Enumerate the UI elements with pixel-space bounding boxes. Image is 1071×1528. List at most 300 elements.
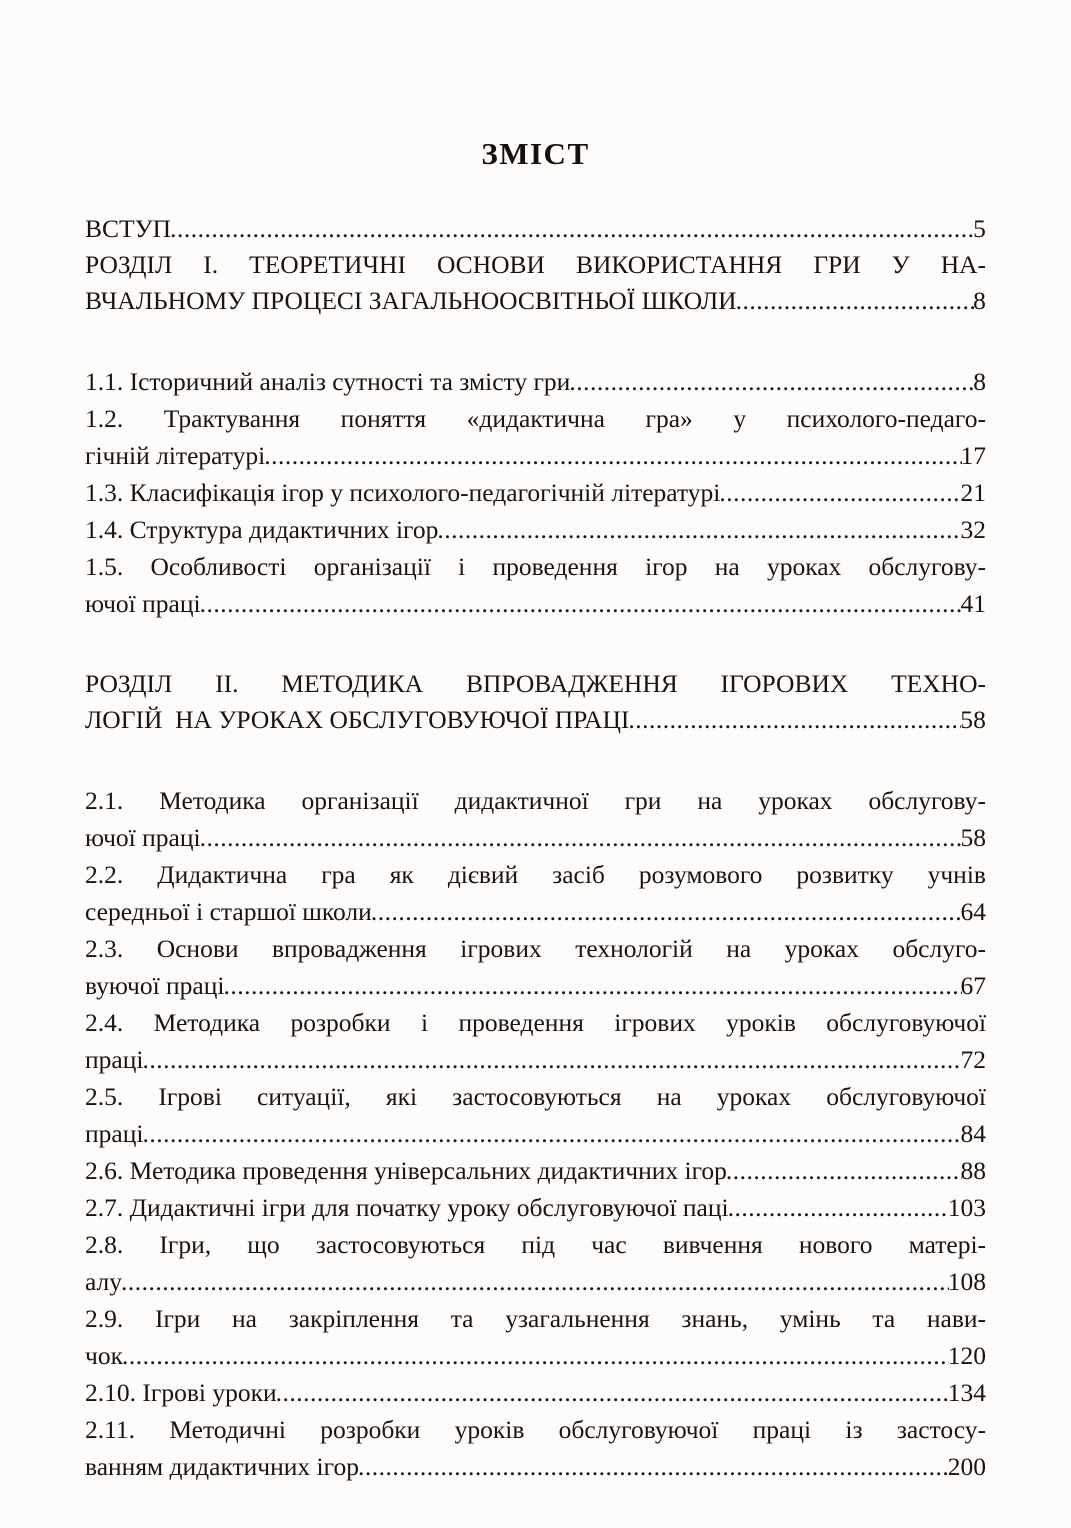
word: Дидактична [157,860,288,889]
word-space [910,247,941,283]
word-space [419,1300,451,1337]
word: уроках [766,552,842,581]
toc-entry-page-number: 72 [960,1045,986,1074]
word-space [428,1004,458,1041]
word: ОСНОВИ [436,250,545,279]
word: проведення [458,1008,584,1037]
word: МЕТОДИКА [281,669,424,698]
word-space [431,548,458,585]
toc-entry-2-9[interactable] [85,1300,986,1374]
word: застосу- [896,1415,986,1444]
word: ігор [645,552,688,581]
word-space [426,400,467,437]
word-space [605,400,646,437]
word: які [385,1082,418,1111]
word-space [841,548,868,585]
toc-entry-2-10[interactable] [85,1374,986,1411]
word: 2.5. [85,1082,124,1111]
toc-entry-2-7[interactable] [85,1189,986,1226]
toc-entry-line [85,1300,986,1337]
word-space [123,548,150,585]
toc-group-front-and-chapter-1 [85,211,986,319]
word-space [894,856,928,893]
toc-entry-leader-line [85,1263,986,1300]
toc-entry-leader-line [85,1337,986,1374]
word: обслугову- [868,552,987,581]
word: на [714,552,740,581]
word: дидактичної [454,786,589,815]
word-space [524,1411,558,1448]
toc-entry-leader-line [85,893,986,930]
toc-entry-leader-line [85,819,986,856]
word-space [848,666,891,702]
word: Особливості [150,552,287,581]
toc-entry-label: 2.10. Ігрові уроки [85,1378,277,1407]
word: на [697,786,723,815]
word-space [688,548,715,585]
word-space [406,247,437,283]
word-space [200,1300,232,1337]
word-space [420,1411,454,1448]
word-space [873,1226,909,1263]
word-space [678,666,721,702]
toc-entry-leader-line [85,967,986,1004]
leader-dots [719,474,961,511]
word: обслугову- [868,786,986,815]
toc-entry-leader-line [85,283,986,319]
word: у [733,404,747,433]
word: Ігри [154,1304,201,1333]
word: ігрових [460,934,542,963]
toc-entry-label: 1.3. Класифікація ігор у психолого-педагогічній літературі [85,478,721,507]
word-space [135,1411,169,1448]
word-space [751,930,784,967]
toc-entry-2-1[interactable] [85,782,986,856]
word-space [542,930,575,967]
toc-entry-line [85,1411,986,1448]
toc-entry-2-4[interactable] [85,1004,986,1078]
leader-dots [223,967,961,1004]
leader-dots [142,1115,961,1152]
word: під [521,1230,556,1259]
toc-entry-label: ючої праці [85,823,201,852]
toc-entry-line [85,782,986,819]
toc-group-chapter-2 [85,666,986,738]
word: матері- [908,1230,987,1259]
word: Ігри, [159,1230,212,1259]
word: 1.2. [85,404,124,433]
toc-entry-page-number: 8 [973,367,986,396]
toc-entry-leader-line [85,437,986,474]
word-space [172,666,215,702]
toc-entry-label: алу [85,1267,123,1296]
word-space [650,1300,682,1337]
leader-dots [569,363,974,400]
word: праці [752,1415,812,1444]
word-space [718,1411,752,1448]
leader-dots [728,1189,949,1226]
word-space [895,1300,927,1337]
word: Методика [153,1008,261,1037]
word: учнів [927,860,986,889]
word-space [172,247,203,283]
toc-entry-page-number: 8 [973,286,986,315]
word-space [391,1004,421,1041]
word: уроків [726,1008,796,1037]
word: гра [321,860,356,889]
leader-dots [142,1041,961,1078]
toc-entry-line [85,1004,986,1041]
word: із [845,1415,863,1444]
leader-dots [736,283,975,319]
section-gap [85,622,986,666]
word-space [238,666,281,702]
toc-entry-label: ючої праці [85,589,201,618]
word-space [211,1226,247,1263]
word: нового [798,1230,873,1259]
toc-entry-page-number: 120 [947,1341,986,1370]
word: Методика [159,786,266,815]
section-gap [85,319,986,363]
word-space [722,782,758,819]
word: проведення [492,552,618,581]
toc-entry-line [85,247,986,283]
word-space [693,400,734,437]
leader-dots [371,893,962,930]
word-space [545,247,576,283]
word: РОЗДІЛ [85,250,173,279]
toc-entry-leader-line [85,1115,986,1152]
word: і [420,1008,429,1037]
word-space [763,1226,799,1263]
toc-entry-line [85,1078,986,1115]
word: на [726,934,752,963]
toc-entry-leader-line [85,585,986,622]
word-space [861,247,892,283]
toc-entry-1-5[interactable] [85,548,986,622]
word: 2.2. [85,860,124,889]
word: ВИКОРИСТАННЯ [575,250,783,279]
toc-entry-label: 1.4. Структура дидактичних ігор [85,515,439,544]
word-space [266,782,302,819]
toc-entry-rozdil-1[interactable] [85,247,986,319]
word: Трактування [163,404,301,433]
word: дієвий [447,860,519,889]
word: розробки [320,1415,421,1444]
word: нави- [926,1304,987,1333]
word-space [589,782,625,819]
word: уроках [784,934,859,963]
word-space [260,1004,290,1041]
toc-group-sections-1 [85,363,986,622]
word: ВПРОВАДЖЕННЯ [465,669,678,698]
word: обслуго- [892,934,987,963]
word: 2.11. [85,1415,136,1444]
word-space [123,782,159,819]
word-space [286,548,313,585]
word: обслуговуючої [826,1082,986,1111]
toc-entry-page-number: 32 [960,515,986,544]
word-space [123,930,156,967]
word-space [811,1411,845,1448]
word: ІІ. [215,669,239,698]
word: 2.8. [85,1230,124,1259]
word: розвитку [796,860,894,889]
word-space [863,1411,897,1448]
toc-entry-page-number: 58 [960,823,986,852]
word-space [605,856,639,893]
word: І. [203,250,219,279]
word-space [351,1078,386,1115]
word-space [280,1226,316,1263]
word: впровадження [271,934,427,963]
toc-entry-page-number: 21 [960,478,986,507]
word: розробки [290,1008,391,1037]
leader-dots [437,511,961,548]
word: 2.4. [85,1008,124,1037]
word-space [417,1078,452,1115]
word: на [232,1304,257,1333]
word-space [300,400,341,437]
word: Ігрові [158,1082,222,1111]
toc-entry-label: 2.7. Дидактичні ігри для початку уроку обслуговуючої паці [85,1193,729,1222]
toc-entry-page-number: 84 [960,1119,986,1148]
word: що [247,1230,280,1259]
toc-entry-page-number: 200 [947,1452,986,1481]
word-space [123,1078,158,1115]
toc-entry-leader-line [85,1189,986,1226]
toc-entry-2-8[interactable] [85,1226,986,1300]
word-space [782,247,813,283]
word: і [458,552,466,581]
toc-group-sections-2 [85,782,986,1485]
word-space [748,1300,780,1337]
word-space [257,1300,289,1337]
word: ігрових [614,1008,696,1037]
toc-entry-label: ВЧАЛЬНОМУ ПРОЦЕСІ ЗАГАЛЬНООСВІТНЬОЇ ШКОЛИ [85,286,737,315]
word: 1.5. [85,552,124,581]
word-space [841,1300,873,1337]
word-space [740,548,767,585]
toc-entry-1-2[interactable] [85,400,986,474]
word: вивчення [662,1230,763,1259]
toc-entry-leader-line [85,511,986,548]
word-space [618,548,645,585]
word-space [661,782,697,819]
toc-entry-label: чок [85,1341,123,1370]
word: НА- [940,250,987,279]
word: узагальнення [505,1304,650,1333]
toc-entry-line [85,930,986,967]
leader-dots [264,437,961,474]
word: обслуговуючої [558,1415,719,1444]
word-space [518,856,552,893]
toc-entry-line [85,1226,986,1263]
word: умінь [779,1304,841,1333]
word: ІГОРОВИХ [720,669,849,698]
word-space [123,400,164,437]
word-space [693,930,726,967]
word-space [762,856,796,893]
word-space [465,548,492,585]
toc-entry-page-number: 17 [960,441,986,470]
word: Методичні [169,1415,286,1444]
word-space [485,1226,521,1263]
word: ТЕОРЕТИЧНІ [249,250,406,279]
word-space [239,930,272,967]
toc-entry-label: ванням дидактичних ігор [85,1452,359,1481]
word: 2.3. [85,934,124,963]
toc-entry-1-3[interactable] [85,474,986,511]
word: Основи [156,934,239,963]
word-space [584,1004,614,1041]
toc-entry-label: вуючої праці [85,971,225,1000]
toc-entry-rozdil-2[interactable] [85,666,986,738]
word-space [859,930,892,967]
leader-dots [276,1374,949,1411]
word: ГРИ [813,250,861,279]
word-space [555,1226,591,1263]
word-space [218,247,249,283]
toc-entry-vstup[interactable] [85,211,986,247]
word-space [123,1004,153,1041]
word-space [696,1004,726,1041]
word: закріплення [288,1304,420,1333]
word-space [833,782,869,819]
word-space [123,1226,159,1263]
toc-entry-2-3[interactable] [85,930,986,1004]
word: обслуговуючої [826,1008,987,1037]
word-space [414,856,448,893]
toc-entry-leader-line [85,702,986,738]
word: технологій [575,934,693,963]
toc-entry-label: 2.6. Методика проведення універсальних дидактичних ігор [85,1156,727,1185]
word: розумового [638,860,763,889]
toc-entry-label: середньої і старшої школи [85,897,372,926]
toc-entry-page-number: 108 [947,1267,986,1296]
word: застосовуються [452,1082,622,1111]
word-space [791,1078,826,1115]
word-space [474,1300,506,1337]
leader-dots [122,1337,949,1374]
page-title: ЗМІСТ [481,136,590,171]
word: 2.9. [85,1304,124,1333]
word-space [746,400,787,437]
word: та [872,1304,896,1333]
section-gap [85,738,986,782]
toc-entry-page-number: 5 [973,214,986,243]
table-of-contents [85,211,986,1485]
toc-entry-1-4[interactable] [85,511,986,548]
toc-entry-page-number: 64 [960,897,986,926]
toc-entry-page-number: 67 [960,971,986,1000]
word-space [622,1078,657,1115]
toc-entry-page-number: 103 [947,1193,986,1222]
leader-dots [200,585,962,622]
word-space [682,1078,717,1115]
word: уроках [758,786,833,815]
word: застосовуються [315,1230,486,1259]
word: психолого-педаго- [786,404,986,433]
toc-entry-leader-line [85,363,986,400]
word-space [123,856,157,893]
word: уроків [454,1415,525,1444]
word: гра» [645,404,693,433]
word: 2.1. [85,786,124,815]
toc-entry-leader-line [85,1448,986,1485]
word-space [419,782,455,819]
word-space [427,930,460,967]
toc-entry-line [85,548,986,585]
word: уроках [716,1082,792,1111]
toc-entry-page-number: 134 [947,1378,986,1407]
toc-entry-page-number: 58 [960,705,986,734]
toc-entry-leader-line [85,1041,986,1078]
word-space [796,1004,826,1041]
word: ситуації, [257,1082,351,1111]
toc-entry-2-11[interactable] [85,1411,986,1485]
word-space [356,856,390,893]
word: гри [624,786,662,815]
word: ТЕХНО- [891,669,986,698]
leader-dots [121,1263,949,1300]
word: організації [313,552,431,581]
toc-entry-line [85,666,986,702]
word: та [450,1304,474,1333]
toc-entry-label: ВСТУП [85,214,172,243]
word: знань, [681,1304,749,1333]
word: У [891,250,910,279]
leader-dots [170,211,974,247]
word: засіб [552,860,605,889]
toc-entry-page-number: 41 [960,589,986,618]
toc-entry-leader-line [85,1374,986,1411]
toc-entry-label: 1.1. Історичний аналіз сутності та змісту гри [85,367,571,396]
word: «дидактична [466,404,605,433]
word-space [423,666,466,702]
toc-entry-label: гічній літературі [85,441,266,470]
toc-entry-line [85,400,986,437]
toc-entry-1-1[interactable] [85,363,986,400]
word: поняття [340,404,427,433]
word-space [286,1411,320,1448]
toc-entry-leader-line [85,474,986,511]
toc-entry-label: праці [85,1045,144,1074]
leader-dots [628,702,961,738]
word: РОЗДІЛ [85,669,173,698]
toc-entry-2-5[interactable] [85,1078,986,1152]
word-space [287,856,321,893]
word: час [591,1230,627,1259]
leader-dots [726,1152,962,1189]
toc-entry-2-2[interactable] [85,856,986,930]
toc-entry-leader-line [85,211,986,247]
toc-entry-2-6[interactable] [85,1152,986,1189]
word: на [656,1082,682,1111]
toc-entry-page-number: 88 [960,1156,986,1185]
word-space [222,1078,257,1115]
leader-dots [200,819,962,856]
toc-entry-label: праці [85,1119,144,1148]
toc-entry-label: ЛОГІЙ НА УРОКАХ ОБСЛУГОВУЮЧОЇ ПРАЦІ [85,705,630,734]
leader-dots [358,1448,949,1485]
toc-entry-line [85,856,986,893]
word-space [123,1300,155,1337]
word-space [627,1226,663,1263]
word: організації [301,786,419,815]
toc-entry-leader-line [85,1152,986,1189]
word: як [389,860,414,889]
